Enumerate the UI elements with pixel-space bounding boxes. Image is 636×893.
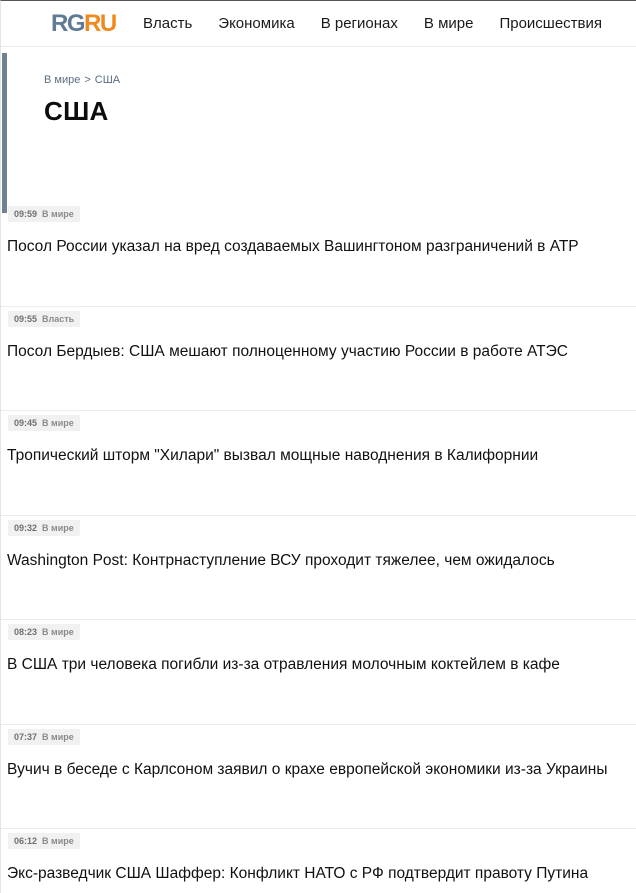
breadcrumb — [44, 74, 120, 86]
news-time: 06:12 — [14, 836, 38, 846]
site-logo[interactable] — [51, 10, 116, 38]
logo-rg: RG — [51, 10, 84, 37]
news-time: 09:55 — [14, 313, 38, 324]
news-time: 09:32 — [14, 522, 38, 533]
news-item — [1, 202, 636, 307]
logo-ru: RU — [84, 10, 116, 37]
news-item — [1, 620, 636, 725]
breadcrumb-parent[interactable]: В мире — [44, 74, 81, 86]
news-headline[interactable]: В США три человека погибли из-за отравления молочным коктейлем в кафе — [7, 656, 560, 673]
nav-item-vlast[interactable]: Власть — [143, 15, 193, 32]
news-item — [1, 829, 636, 893]
news-headline[interactable]: Посол Бердыев: США мешают полноценному участию России в работе АТЭС — [7, 342, 568, 360]
news-category[interactable]: В мире — [42, 522, 74, 533]
news-time: 08:23 — [14, 627, 38, 637]
news-meta — [8, 520, 80, 536]
news-meta — [8, 729, 80, 745]
breadcrumb-separator: > — [84, 74, 91, 86]
news-item — [1, 411, 636, 516]
nav-item-v-mire[interactable]: В мире — [423, 15, 474, 32]
news-item — [1, 516, 636, 621]
nav-item-ekonomika[interactable]: Экономика — [218, 15, 295, 32]
nav-item-v-regionah[interactable]: В регионах — [320, 15, 398, 32]
news-headline[interactable]: Посол России указал на вред создаваемых Вашингтоном разграничений в АТР — [7, 238, 579, 255]
news-list — [1, 202, 636, 893]
news-headline[interactable]: Экс-разведчик США Шаффер: Конфликт НАТО с РФ подтвердит правоту Путина — [7, 865, 589, 882]
news-category[interactable]: В мире — [42, 836, 74, 846]
breadcrumb-current[interactable]: США — [94, 74, 121, 86]
news-meta — [8, 833, 80, 849]
news-time: 09:59 — [14, 209, 38, 219]
news-category[interactable]: В мире — [42, 209, 74, 219]
news-category[interactable]: Власть — [42, 313, 75, 324]
nav-item-proisshestviya[interactable]: Происшествия — [499, 15, 603, 32]
news-meta — [8, 311, 80, 327]
news-headline[interactable]: Тропический шторм "Хилари" вызвал мощные наводнения в Калифорнии — [7, 447, 539, 464]
news-category[interactable]: В мире — [42, 418, 74, 428]
news-time: 09:45 — [14, 418, 38, 428]
news-time: 07:37 — [14, 731, 38, 742]
news-item — [1, 307, 636, 412]
news-category[interactable]: В мире — [42, 731, 74, 742]
page-title: США — [44, 96, 109, 126]
news-headline[interactable]: Washington Post: Контрнаступление ВСУ проходит тяжелее, чем ожидалось — [7, 551, 555, 569]
news-headline[interactable]: Вучич в беседе с Карлсоном заявил о крахе европейской экономики из-за Украины — [7, 760, 608, 778]
site-header — [1, 1, 636, 47]
news-meta — [8, 415, 80, 431]
news-meta — [8, 206, 80, 222]
main-nav — [143, 15, 628, 33]
news-item — [1, 725, 636, 830]
news-category[interactable]: В мире — [42, 627, 74, 637]
news-meta — [8, 624, 80, 640]
section-accent-bar — [2, 53, 7, 213]
